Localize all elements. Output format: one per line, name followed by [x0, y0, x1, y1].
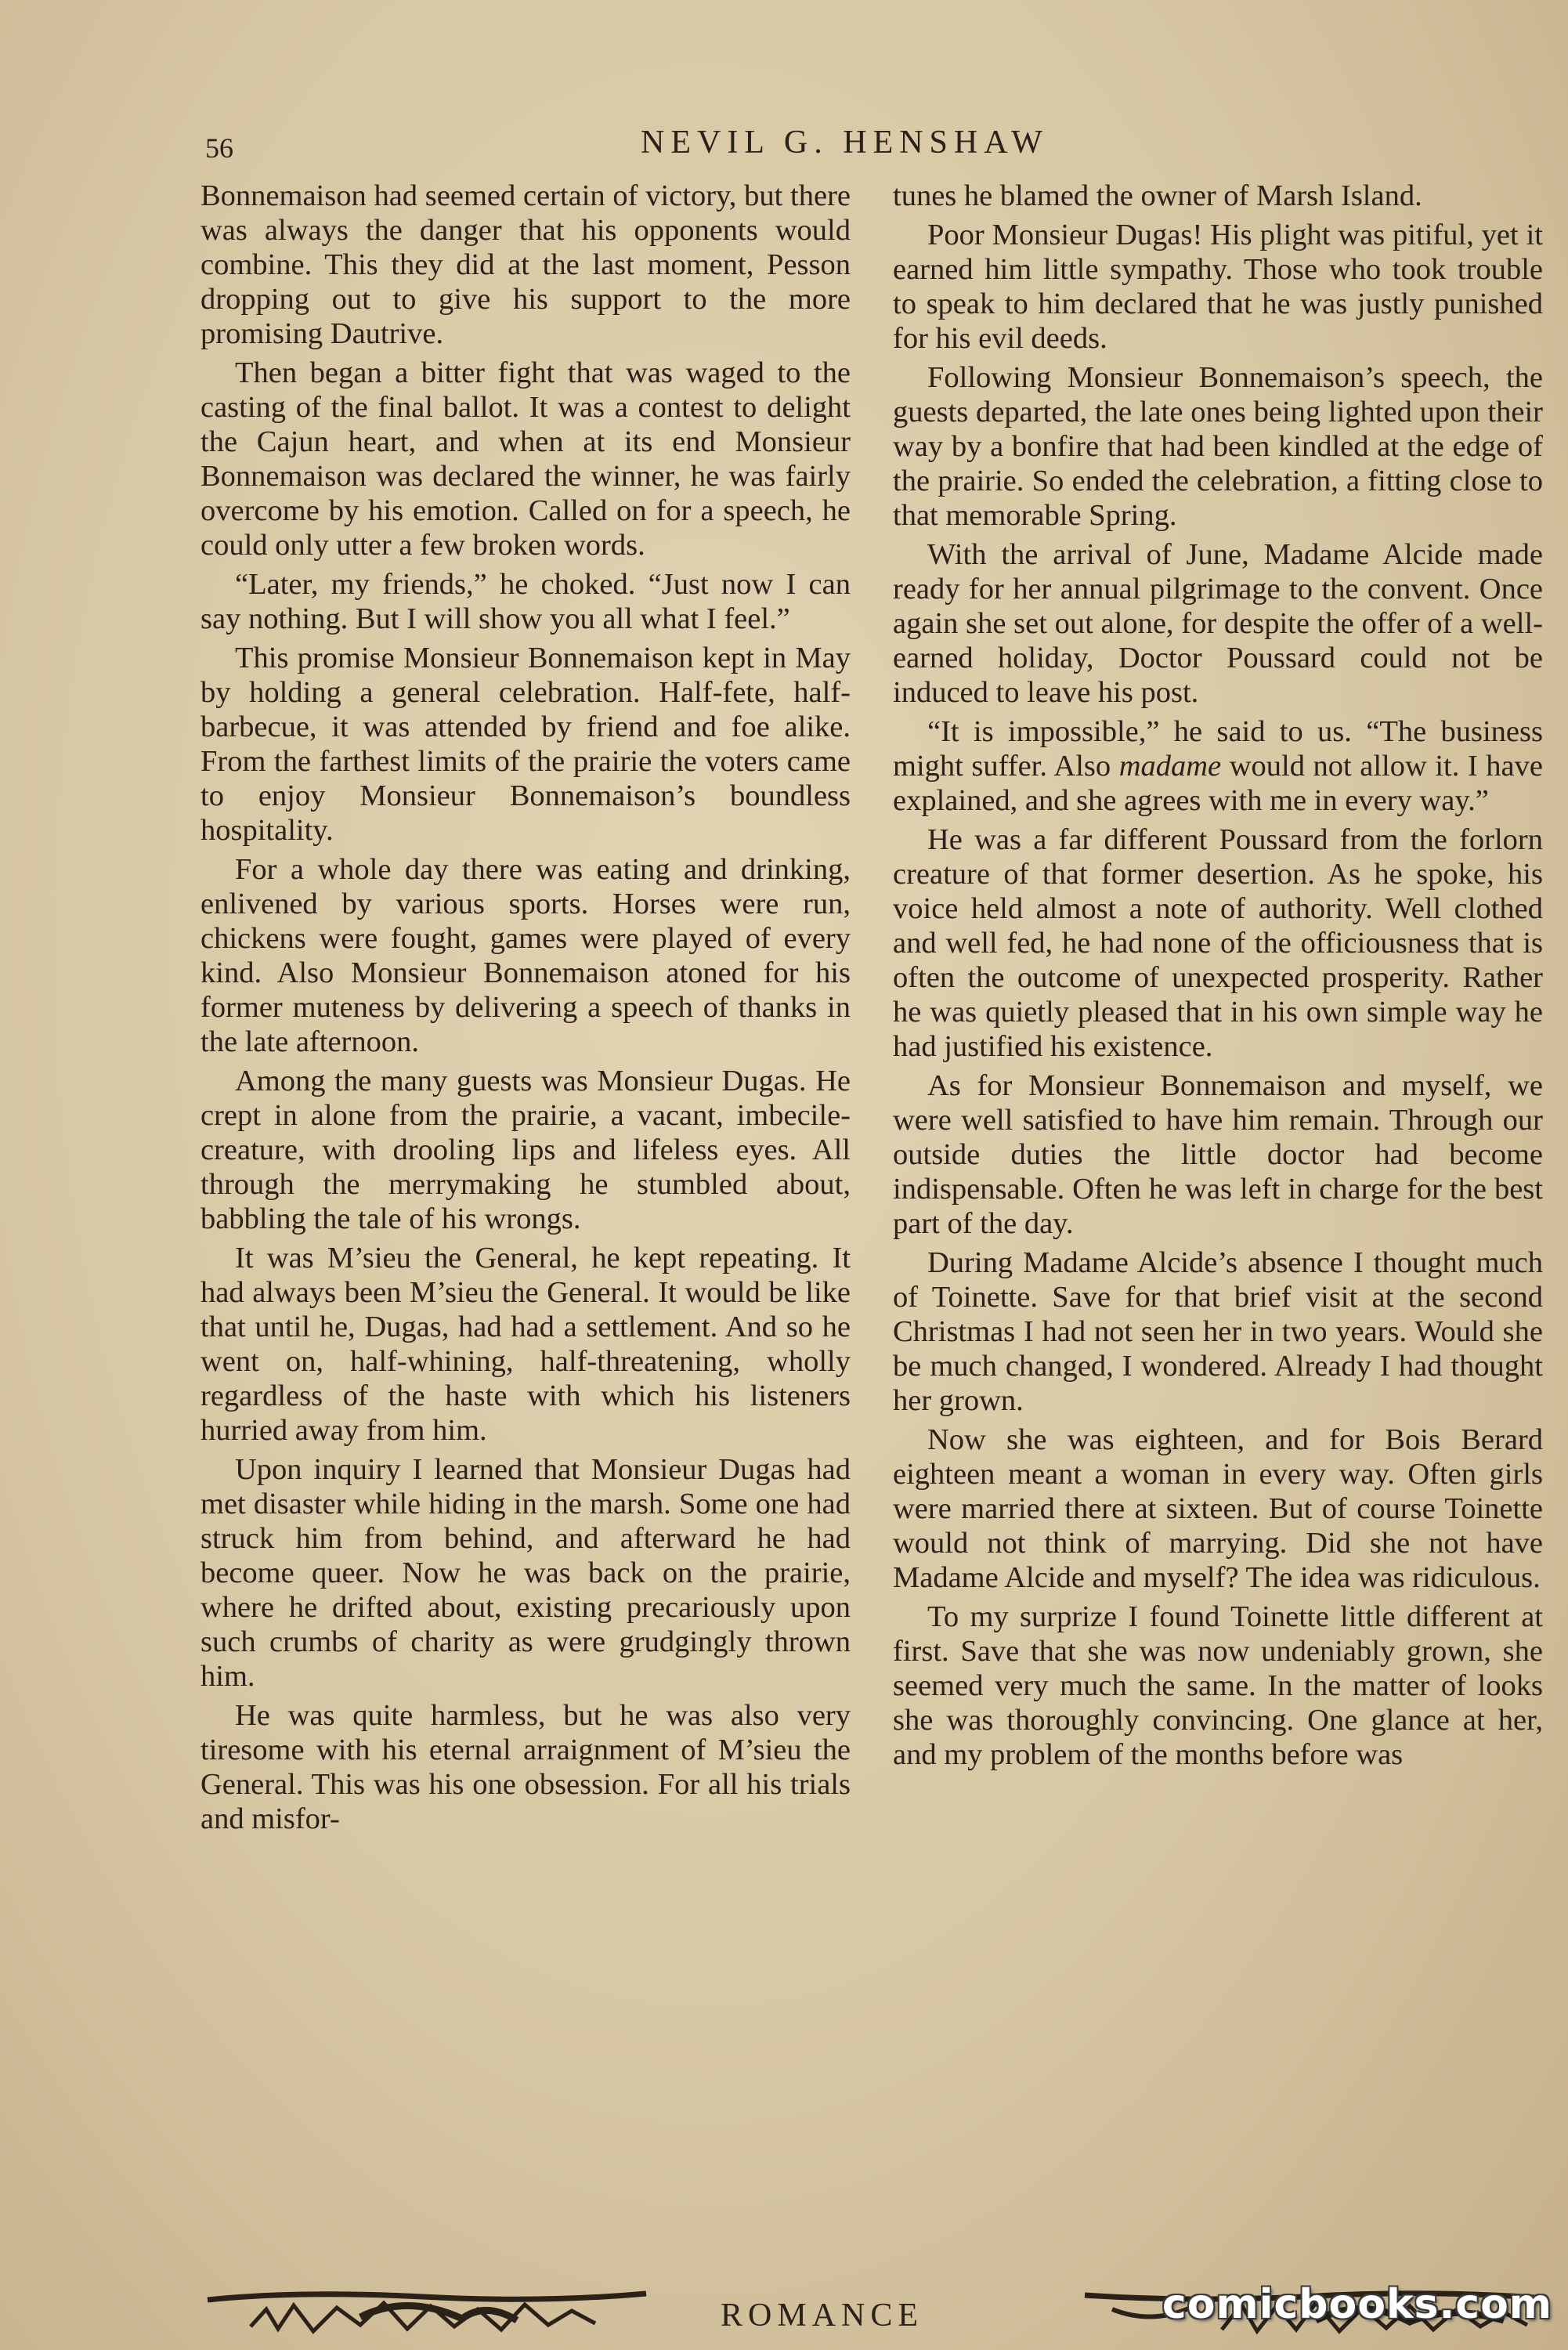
- paragraph: Then began a bitter fight that was waged to the casting of the final ballot. It was a contest to delight the Cajun heart, and when at its end Monsieur Bonnemaison was declared the winner, he was fairly overcome by his emotion. Called on for a speech, he could only utter a few broken words.: [201, 356, 851, 562]
- paragraph: Poor Monsieur Dugas! His plight was pitiful, yet it earned him little sympathy. Those who took trouble to speak to him declared that he was justly punished for his evil deeds.: [893, 219, 1543, 355]
- right-column: [893, 179, 1543, 1777]
- footer-ornament-left: [204, 2286, 650, 2341]
- site-watermark: comicbooks.com: [1162, 2281, 1552, 2328]
- left-column: [201, 179, 851, 1841]
- paragraph: tunes he blamed the owner of Marsh Island.: [893, 179, 1422, 212]
- paragraph: Upon inquiry I learned that Monsieur Dugas had met disaster while hiding in the marsh. Some one had struck him from behind, and afterward he had become queer. Now he was back on the prairie, where he drifted about, existing precariously upon such crumbs of charity as were grudgingly thrown him.: [201, 1453, 851, 1693]
- running-head: NEVIL G. HENSHAW: [641, 125, 1049, 161]
- paragraph: This promise Monsieur Bonnemaison kept in May by holding a general celebration. Half-fete, half-barbecue, it was attended by friend and foe alike. From the farthest limits of the prairie the voters came to enjoy Monsieur Bonnemaison’s boundless hospitality.: [201, 642, 851, 847]
- paragraph: To my surprize I found Toinette little different at first. Save that she was now undeniably grown, she seemed very much the same. In the matter of looks she was thoroughly convincing. One glance at her, and my problem of the months before was: [893, 1600, 1543, 1771]
- paragraph: For a whole day there was eating and drinking, enlivened by various sports. Horses were run, chickens were fought, games were played of every kind. Also Monsieur Bonnemaison atoned for his former muteness by delivering a speech of thanks in the late afternoon.: [201, 853, 851, 1058]
- paragraph: It was M’sieu the General, he kept repeating. It had always been M’sieu the General. It would be like that until he, Dugas, had had a settlement. And so he went on, half-whining, half-threatening, wholly regardless of the haste with which his listeners hurried away from him.: [201, 1242, 851, 1447]
- italic-word: madame: [1118, 750, 1222, 783]
- text-run: would not allow it. I have explained, and she agrees with me in every way.”: [893, 750, 1543, 817]
- text-run: “It is impossible,” he said to us. “The business might suffer. Also: [893, 715, 1543, 783]
- paragraph: Following Monsieur Bonnemaison’s speech, the guests departed, the late ones being lighted upon their way by a bonfire that had been kindled at the edge of the prairie. So ended the celebration, a fitting close to that memorable Spring.: [893, 361, 1543, 532]
- paragraph: During Madame Alcide’s absence I thought much of Toinette. Save for that brief visit at the second Christmas I had not seen her in two years. Would she be much changed, I wondered. Already I had thought her grown.: [893, 1246, 1543, 1417]
- footer-title: ROMANCE: [721, 2298, 924, 2334]
- paragraph: As for Monsieur Bonnemaison and myself, we were well satisfied to have him remain. Through our outside duties the little doctor had become indispensable. Often he was left in charge for the best part of the day.: [893, 1069, 1543, 1240]
- page-number: 56: [205, 132, 233, 164]
- paragraph: He was a far different Poussard from the forlorn creature of that former desertion. As he spoke, his voice held almost a note of authority. Well clothed and well fed, he had none of the officiousness that is often the outcome of unexpected prosperity. Rather he was quietly pleased that in his own simple way he had justified his existence.: [893, 823, 1543, 1063]
- paragraph: Among the many guests was Monsieur Dugas. He crept in alone from the prairie, a vacant, imbecile-creature, with drooling lips and lifeless eyes. All through the merrymaking he stumbled about, babbling the tale of his wrongs.: [201, 1065, 851, 1235]
- paragraph: [893, 714, 1543, 818]
- paragraph: He was quite harmless, but he was also very tiresome with his eternal arraignment of M’sieu the General. This was his one obsession. For all his trials and misfor-: [201, 1699, 851, 1835]
- paragraph: “Later, my friends,” he choked. “Just now I can say nothing. But I will show you all what I feel.”: [201, 568, 851, 635]
- paragraph: Now she was eighteen, and for Bois Berard eighteen meant a woman in every way. Often girls were married there at sixteen. But of course Toinette would not think of marrying. Did she not have Madame Alcide and myself? The idea was ridiculous.: [893, 1423, 1543, 1594]
- paragraph: Bonnemaison had seemed certain of victory, but there was always the danger that his opponents would combine. This they did at the last moment, Pesson dropping out to give his support to the more promising Dautrive.: [201, 179, 851, 350]
- page-header: [205, 124, 1568, 171]
- paragraph: With the arrival of June, Madame Alcide made ready for her annual pilgrimage to the convent. Once again she set out alone, for despite the offer of a well-earned holiday, Doctor Poussard could not be induced to leave his post.: [893, 538, 1543, 709]
